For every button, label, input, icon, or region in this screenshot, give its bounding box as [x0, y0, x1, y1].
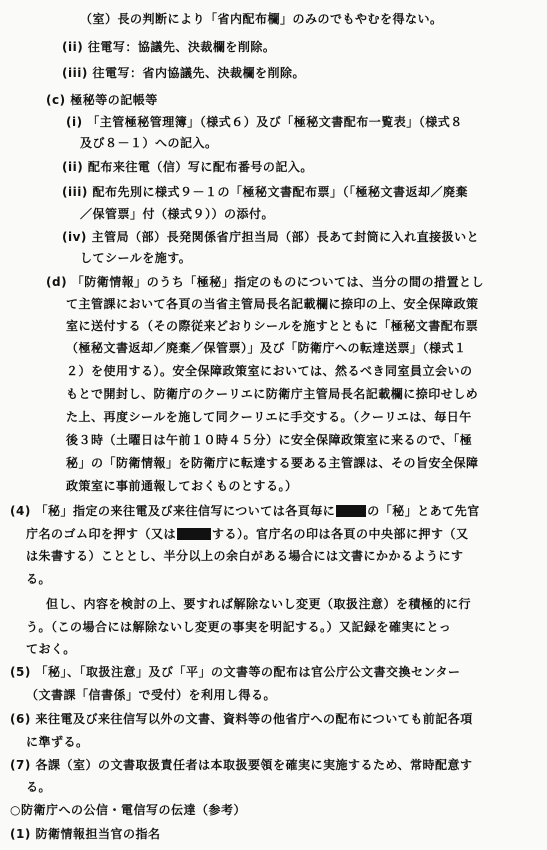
text-line: は朱書する）こととし、半分以上の余白がある場合には文書にかかるようにす	[26, 549, 464, 563]
line-segment: (4) 「秘」指定の来往電及び来往信写については各頁毎に	[10, 504, 336, 518]
text-line: (i) 「主管極秘管理簿」（様式６）及び「極秘文書配布一覧表」（様式８	[66, 115, 463, 129]
line-segment: する）。官庁名の印は各頁の中央部に押す（又	[212, 527, 469, 541]
text-line: (7) 各課（室）の文書取扱責任者は本取扱要領を確実に実施するため、常時配意す	[10, 758, 473, 772]
text-line	[10, 504, 480, 518]
text-line: ２）を使用する）。安全保障政策室においては、然るべき同室員立会いの	[66, 364, 473, 378]
text-line: ／保管票」付（様式９））の添付。	[80, 207, 275, 221]
text-line: (iii) 往電写：省内協議先、決裁欄を削除。	[62, 66, 305, 80]
text-line: してシールを施す。	[80, 251, 192, 265]
text-line: 後３時（土曜日は午前１０時４５分）に安全保障政策室に来るので、「極	[66, 433, 473, 447]
text-line: 室に送付する（その際従来どおりシールを施すとともに「極秘文書配布票	[66, 319, 479, 333]
text-line: る。	[26, 780, 52, 794]
line-segment: 庁名のゴム印を押す（又は	[26, 527, 177, 541]
text-line: 秘」の「防衛情報」を防衛庁に転達する要ある主管課は、その旨安全保障	[66, 456, 479, 470]
text-line: (1) 防衛情報担当官の指名	[10, 827, 161, 841]
text-line: 但し、内容を検討の上、要すれば解除ないし変更（取扱注意）を積極的に行	[46, 597, 472, 611]
redaction-box	[336, 505, 366, 517]
text-line: に準ずる。	[26, 735, 89, 749]
text-line: (iii) 配布先別に様式９－１の「極秘文書配布票」（「極秘文書返却／廃棄	[62, 185, 468, 199]
text-line: （極秘文書返却／廃棄／保管票）」及び「防衛庁への転達送票」（様式１	[66, 341, 467, 355]
text-line: 及び８－１）への記入。	[80, 136, 218, 150]
text-line	[26, 527, 469, 541]
text-line: た上、再度シールを施して同クーリエに手交する。（クーリエは、毎日午	[66, 410, 472, 424]
text-line: て主管課において各頁の当省主管局長名記載欄に捺印の上、安全保障政策	[66, 297, 479, 311]
redaction-box	[177, 528, 211, 540]
text-line: (ii) 配布来往電（信）写に配布番号の記入。	[62, 160, 313, 174]
text-line: (6) 来往電及び来往信写以外の文書、資料等の他省庁への配布についても前記各項	[10, 712, 473, 726]
text-line: (d) 「防衛情報」のうち「極秘」指定のものについては、当分の間の措置とし	[46, 275, 484, 289]
text-line: （文書課「信書係」で受付）を利用し得る。	[26, 688, 277, 702]
text-line: ておく。	[26, 642, 76, 656]
text-line: (iv) 主管局（部）長発関係省庁担当局（部）長あて封筒に入れ直接扱いと	[62, 230, 480, 244]
line-segment: の「秘」とあて先官	[367, 504, 480, 518]
text-line: (5) 「秘」、「取扱注意」及び「平」の文書等の配布は官公庁公文書交換センター	[10, 665, 461, 679]
text-line: (c) 極秘等の記帳等	[46, 93, 158, 107]
text-line: （室）長の判断により「省内配布欄」のみのでもやむを得ない。	[80, 12, 443, 26]
text-line: ○防衛庁への公信・電信写の伝達（参考）	[10, 803, 246, 817]
text-line: る。	[26, 572, 52, 586]
text-line: もとで開封し、防衛庁のクーリエに防衛庁主管局長名記載欄に捺印せしめ	[66, 387, 479, 401]
text-line: う。（この場合には解除ないし変更の事実を明記する。）又記録を確実にとっ	[26, 620, 452, 634]
text-line: (ii) 往電写：協議先、決裁欄を削除。	[62, 40, 276, 54]
text-line: 政策室に事前通報しておくものとする。）	[66, 479, 298, 493]
